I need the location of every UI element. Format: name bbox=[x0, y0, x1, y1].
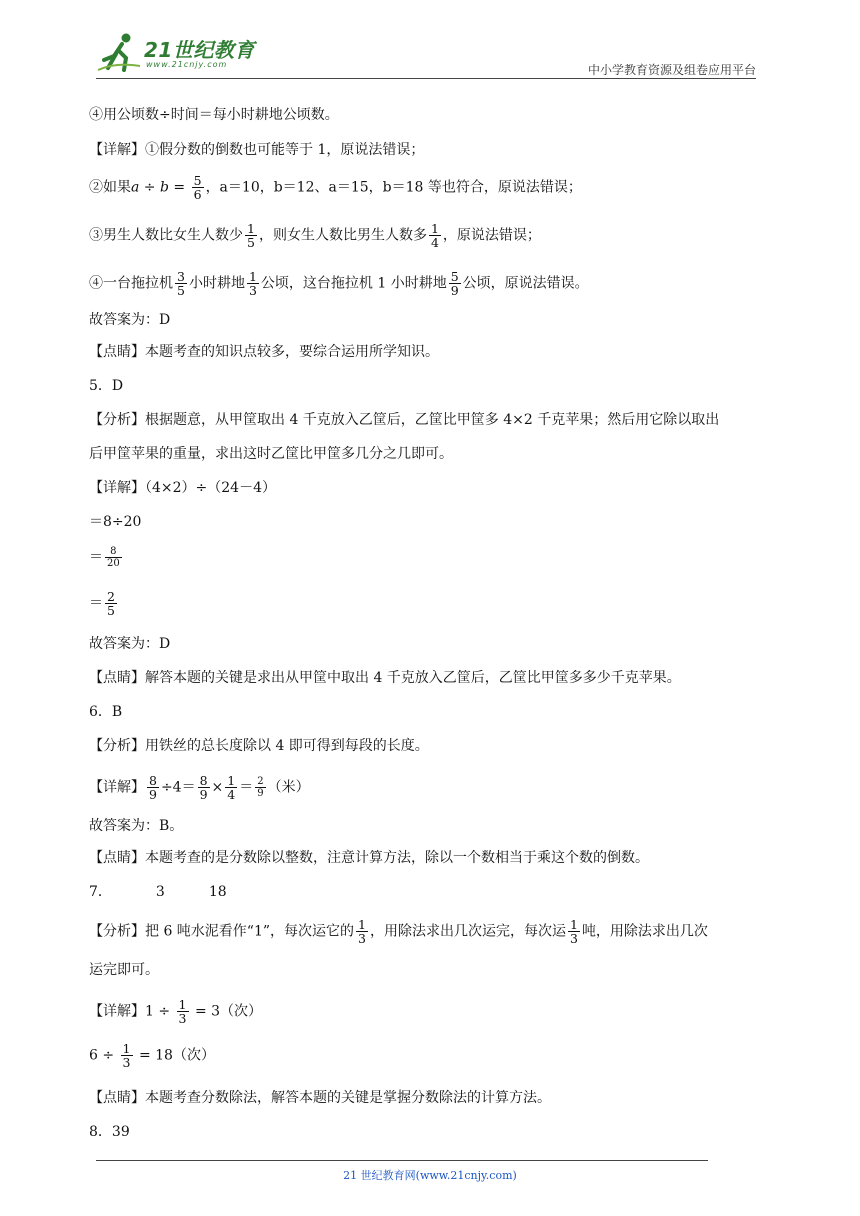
fraction: $\frac{5}{9}$ bbox=[450, 269, 459, 298]
fraction: $\frac{5}{6}$ bbox=[193, 173, 202, 202]
fraction: $\frac{1}{3}$ bbox=[569, 917, 578, 946]
text-line: 【详解】 $\frac{8}{9}$ ÷4＝ $\frac{8}{9}$ × $\frac{1}{4}$ ＝ $\frac{2}{9}$ （米） bbox=[89, 773, 310, 802]
text-line: 【详解】①假分数的倒数也可能等于 1，原说法错误； bbox=[89, 142, 425, 158]
fraction: $\frac{2}{5}$ bbox=[107, 589, 115, 618]
answer-line: 故答案为：D bbox=[89, 636, 171, 652]
fraction: $\frac{1}{4}$ bbox=[227, 773, 236, 802]
fraction: $\frac{1}{3}$ bbox=[248, 269, 257, 298]
footer-link[interactable]: 21 世纪教育网(www.21cnjy.com) bbox=[343, 1169, 517, 1182]
fraction: $\frac{8}{20}$ bbox=[107, 546, 120, 569]
text-line: 【分析】把 6 吨水泥看作“1”，每次运它的 $\frac{1}{3}$ ，用除法求出几次运完，每次运 $\frac{1}{3}$ 吨，用除法求出几次 bbox=[89, 917, 708, 946]
page-header bbox=[0, 0, 860, 80]
text-line: 【点睛】本题考查的是分数除以整数，注意计算方法，除以一个数相当于乘这个数的倒数。 bbox=[89, 850, 649, 866]
text-line: 【点睛】本题考查的知识点较多，要综合运用所学知识。 bbox=[89, 344, 439, 360]
question-number: 5．D bbox=[89, 378, 124, 394]
text-line: ③男生人数比女生人数少 $\frac{1}{5}$ ，则女生人数比男生人数多 $\frac{1}{4}$ ，原说法错误； bbox=[89, 221, 541, 250]
fraction: $\frac{2}{9}$ bbox=[257, 776, 264, 799]
header-divider bbox=[96, 78, 756, 79]
text-line: 【点睛】解答本题的关键是求出从甲筐中取出 4 千克放入乙筐后，乙筐比甲筐多多少千克苹果。 bbox=[89, 670, 681, 686]
fraction: $\frac{8}{9}$ bbox=[149, 773, 157, 802]
footer-divider bbox=[96, 1160, 708, 1161]
text-line: 6 ÷ $\frac{1}{3}$ = 18（次） bbox=[89, 1041, 215, 1070]
text-line: ＝ $\frac{2}{5}$ bbox=[89, 589, 115, 618]
fraction: $\frac{1}{3}$ bbox=[358, 917, 366, 946]
logo bbox=[96, 30, 266, 76]
text-line: 【点睛】本题考查分数除法，解答本题的关键是掌握分数除法的计算方法。 bbox=[89, 1090, 551, 1106]
text-line: 【详解】1 ÷ $\frac{1}{3}$ = 3（次） bbox=[89, 997, 263, 1026]
fraction: $\frac{3}{5}$ bbox=[177, 269, 185, 298]
text-line: 【分析】用铁丝的总长度除以 4 即可得到每段的长度。 bbox=[89, 738, 429, 754]
text-line: ＝ $\frac{8}{20}$ bbox=[89, 546, 120, 569]
text-line: 【详解】（4×2）÷（24－4） bbox=[89, 480, 276, 496]
fraction: $\frac{1}{5}$ bbox=[247, 221, 255, 250]
question-number: 6．B bbox=[89, 704, 123, 720]
text-line: ②如果a ÷ b = $\frac{5}{6}$ ，a＝10，b＝12、a＝15，b＝18 等也符合，原说法错误； bbox=[89, 173, 582, 202]
text-line: 运完即可。 bbox=[89, 962, 159, 978]
question-number: 7． 3 18 bbox=[89, 884, 227, 900]
fraction: $\frac{1}{3}$ bbox=[122, 1041, 131, 1070]
logo-text: 21世纪教育 bbox=[144, 38, 255, 62]
text-line: ④用公顷数÷时间＝每小时耕地公顷数。 bbox=[89, 107, 339, 123]
answer-line: 故答案为：D bbox=[89, 312, 171, 328]
fraction: $\frac{1}{3}$ bbox=[178, 997, 187, 1026]
text-line: 【分析】根据题意，从甲筐取出 4 千克放入乙筐后，乙筐比甲筐多 4×2 千克苹果；然后用它除以取出 bbox=[89, 412, 720, 428]
fraction: $\frac{8}{9}$ bbox=[199, 773, 208, 802]
logo-url: www.21cnjy.com bbox=[146, 60, 228, 69]
text-line: ④一台拖拉机 $\frac{3}{5}$ 小时耕地 $\frac{1}{3}$ 公顷，这台拖拉机 1 小时耕地 $\frac{5}{9}$ 公顷，原说法错误。 bbox=[89, 269, 589, 298]
question-number: 8．39 bbox=[89, 1124, 130, 1140]
platform-name: 中小学教育资源及组卷应用平台 bbox=[587, 63, 756, 77]
fraction: $\frac{1}{4}$ bbox=[430, 221, 439, 250]
runner-icon bbox=[96, 30, 142, 74]
text-line: ＝8÷20 bbox=[89, 514, 142, 530]
text-line: 后甲筐苹果的重量，求出这时乙筐比甲筐多几分之几即可。 bbox=[89, 446, 453, 462]
answer-line: 故答案为：B。 bbox=[89, 818, 184, 834]
